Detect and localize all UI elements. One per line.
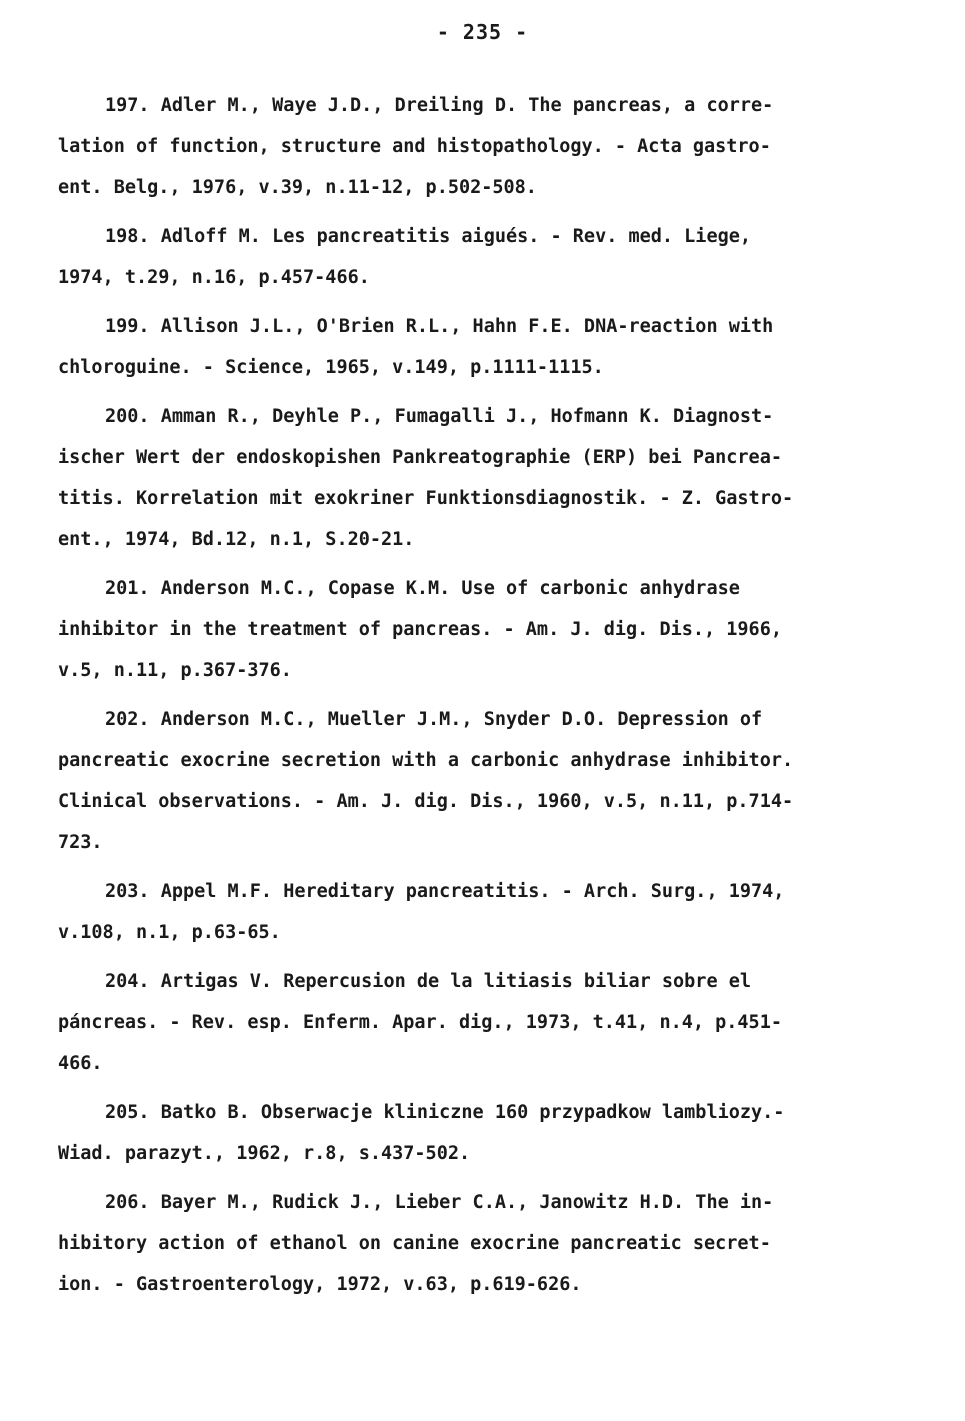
reference-line: ent. Belg., 1976, v.39, n.11-12, p.502-508. xyxy=(58,177,537,198)
reference-line: Clinical observations. - Am. J. dig. Dis., 1960, v.5, n.11, p.714- xyxy=(58,791,794,812)
reference-line: 1974, t.29, n.16, p.457-466. xyxy=(58,267,370,288)
reference-entry xyxy=(58,568,908,691)
reference-entry xyxy=(58,216,908,298)
reference-entry xyxy=(58,871,908,953)
reference-line: v.5, n.11, p.367-376. xyxy=(58,660,292,681)
reference-line: 197. Adler M., Waye J.D., Dreiling D. The pancreas, a corre- xyxy=(105,95,774,116)
reference-line: 203. Appel M.F. Hereditary pancreatitis. - Arch. Surg., 1974, xyxy=(105,881,785,902)
reference-line: 206. Bayer M., Rudick J., Lieber C.A., Janowitz H.D. The in- xyxy=(105,1192,774,1213)
reference-line: 199. Allison J.L., O'Brien R.L., Hahn F.E. DNA-reaction with xyxy=(105,316,774,337)
reference-list xyxy=(58,85,908,1305)
reference-line: hibitory action of ethanol on canine exocrine pancreatic secret- xyxy=(58,1233,771,1254)
reference-entry xyxy=(58,699,908,863)
reference-line: inhibitor in the treatment of pancreas. - Am. J. dig. Dis., 1966, xyxy=(58,619,782,640)
reference-line: Wiad. parazyt., 1962, r.8, s.437-502. xyxy=(58,1143,471,1164)
reference-line: ion. - Gastroenterology, 1972, v.63, p.619-626. xyxy=(58,1274,582,1295)
reference-line: pancreatic exocrine secretion with a carbonic anhydrase inhibitor. xyxy=(58,750,794,771)
page-number: - 235 - xyxy=(436,20,529,44)
reference-line: 723. xyxy=(58,832,103,853)
reference-line: lation of function, structure and histopathology. - Acta gastro- xyxy=(58,136,771,157)
reference-line: 204. Artigas V. Repercusion de la litiasis biliar sobre el xyxy=(105,971,752,992)
reference-line: 202. Anderson M.C., Mueller J.M., Snyder D.O. Depression of xyxy=(105,709,763,730)
reference-line: titis. Korrelation mit exokriner Funktionsdiagnostik. - Z. Gastro- xyxy=(58,488,794,509)
reference-line: 205. Batko B. Obserwacje kliniczne 160 przypadkow lambliozy.- xyxy=(105,1102,785,1123)
reference-line: ischer Wert der endoskopishen Pankreatographie (ERP) bei Pancrea- xyxy=(58,447,782,468)
reference-entry xyxy=(58,306,908,388)
reference-line: 201. Anderson M.C., Copase K.M. Use of carbonic anhydrase xyxy=(105,578,740,599)
reference-line: 466. xyxy=(58,1053,103,1074)
reference-entry xyxy=(58,1182,908,1305)
reference-entry xyxy=(58,961,908,1084)
reference-line: v.108, n.1, p.63-65. xyxy=(58,922,281,943)
reference-line: ent., 1974, Bd.12, n.1, S.20-21. xyxy=(58,529,415,550)
reference-entry xyxy=(58,1092,908,1174)
reference-line: 198. Adloff M. Les pancreatitis aigués. - Rev. med. Liege, xyxy=(105,226,752,247)
reference-line: páncreas. - Rev. esp. Enferm. Apar. dig., 1973, t.41, n.4, p.451- xyxy=(58,1012,782,1033)
reference-entry xyxy=(58,396,908,560)
reference-line: 200. Amman R., Deyhle P., Fumagalli J., Hofmann K. Diagnost- xyxy=(105,406,774,427)
reference-entry xyxy=(58,85,908,208)
reference-line: chloroguine. - Science, 1965, v.149, p.1111-1115. xyxy=(58,357,604,378)
